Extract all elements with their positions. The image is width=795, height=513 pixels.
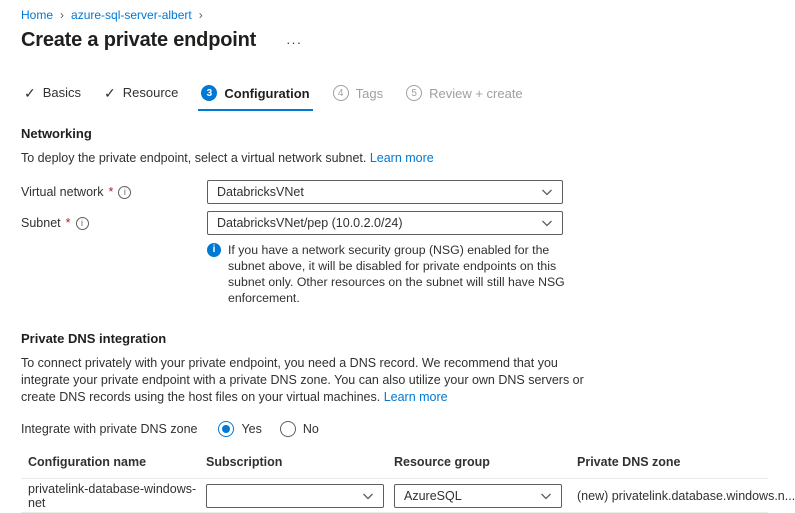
resource-group-dropdown[interactable] bbox=[394, 484, 562, 508]
tab-label: Resource bbox=[122, 85, 179, 100]
tab-label: Tags bbox=[355, 85, 384, 101]
subnet-dropdown[interactable] bbox=[207, 211, 563, 235]
tab-label: Basics bbox=[42, 85, 82, 100]
check-icon: ✓ bbox=[24, 84, 36, 101]
breadcrumb-separator-icon: › bbox=[198, 8, 203, 22]
radio-unselected-icon bbox=[280, 421, 296, 437]
radio-no-label: No bbox=[302, 422, 319, 436]
check-icon: ✓ bbox=[104, 84, 116, 101]
nsg-info-note bbox=[207, 242, 575, 306]
subscription-dropdown[interactable] bbox=[206, 484, 384, 508]
header-private-dns-zone: Private DNS zone bbox=[577, 455, 681, 469]
radio-yes-label: Yes bbox=[241, 422, 262, 436]
breadcrumb-link-home[interactable]: Home bbox=[21, 8, 54, 22]
tab-configuration[interactable] bbox=[198, 83, 312, 111]
header-resource-group: Resource group bbox=[394, 455, 490, 469]
breadcrumb-link-azure-sql-server-albert[interactable]: azure-sql-server-albert bbox=[71, 8, 192, 22]
resource-group-value: AzureSQL bbox=[404, 488, 462, 503]
info-icon[interactable]: i bbox=[118, 186, 131, 199]
wizard-tabs bbox=[21, 83, 768, 111]
networking-description-text: To deploy the private endpoint, select a virtual network subnet. bbox=[21, 151, 367, 165]
dns-description-text: To connect privately with your private endpoint, you need a DNS record. We recommend that you integrate your private endpoint with a private DNS zone. You can also utilize your own DNS servers or create DNS records using the host files on your virtual machines. bbox=[21, 356, 584, 404]
tab-tags[interactable] bbox=[330, 83, 386, 111]
integrate-dns-radio-group bbox=[218, 421, 318, 437]
dns-heading: Private DNS integration bbox=[21, 331, 167, 346]
chevron-down-icon bbox=[541, 217, 553, 229]
integrate-dns-row bbox=[21, 421, 768, 437]
header-subscription: Subscription bbox=[206, 455, 283, 469]
chevron-down-icon bbox=[362, 490, 374, 502]
private-dns-zone-cell: (new) privatelink.database.windows.n... bbox=[577, 488, 795, 503]
tab-label: Review + create bbox=[429, 85, 523, 101]
table-header-row bbox=[21, 455, 768, 479]
networking-description bbox=[21, 150, 606, 167]
dns-learn-more-link[interactable]: Learn more bbox=[383, 390, 448, 404]
subnet-row bbox=[21, 211, 768, 235]
info-icon[interactable]: i bbox=[76, 217, 89, 230]
step-number-icon: 5 bbox=[406, 85, 422, 101]
virtual-network-dropdown[interactable] bbox=[207, 180, 563, 204]
chevron-down-icon bbox=[540, 490, 552, 502]
more-icon[interactable]: ··· bbox=[286, 35, 303, 50]
breadcrumb bbox=[21, 8, 768, 22]
page-title: Create a private endpoint bbox=[21, 29, 257, 51]
virtual-network-value: DatabricksVNet bbox=[217, 185, 304, 199]
step-number-icon: 3 bbox=[201, 85, 217, 101]
nsg-info-text: If you have a network security group (NSG) enabled for the subnet above, it will be disabled for private endpoints on this subnet only. Other resources on the subnet will still have NSG enforcement. bbox=[228, 243, 565, 305]
subnet-label: Subnet bbox=[21, 216, 61, 230]
radio-option-yes[interactable] bbox=[218, 421, 261, 437]
tab-resource[interactable] bbox=[101, 83, 181, 110]
required-marker: * bbox=[65, 216, 71, 230]
dns-zone-table bbox=[21, 455, 795, 513]
radio-option-no[interactable] bbox=[280, 421, 319, 437]
dns-description bbox=[21, 355, 606, 406]
table-row bbox=[21, 479, 795, 513]
required-marker: * bbox=[108, 185, 114, 199]
networking-heading: Networking bbox=[21, 126, 92, 141]
tab-basics[interactable] bbox=[21, 83, 84, 110]
header-configuration-name: Configuration name bbox=[28, 455, 147, 469]
breadcrumb-separator-icon: › bbox=[60, 8, 65, 22]
configuration-name-cell: privatelink-database-windows-net bbox=[28, 481, 197, 510]
integrate-dns-label: Integrate with private DNS zone bbox=[21, 422, 198, 436]
tab-review-create[interactable] bbox=[403, 83, 526, 111]
chevron-down-icon bbox=[541, 186, 553, 198]
virtual-network-row bbox=[21, 180, 768, 204]
virtual-network-label: Virtual network bbox=[21, 185, 104, 199]
tab-label: Configuration bbox=[224, 85, 310, 101]
subnet-value: DatabricksVNet/pep (10.0.2.0/24) bbox=[217, 216, 403, 230]
radio-selected-icon bbox=[218, 421, 234, 437]
step-number-icon: 4 bbox=[333, 85, 349, 101]
networking-learn-more-link[interactable]: Learn more bbox=[369, 151, 434, 165]
info-filled-icon: i bbox=[207, 243, 221, 257]
